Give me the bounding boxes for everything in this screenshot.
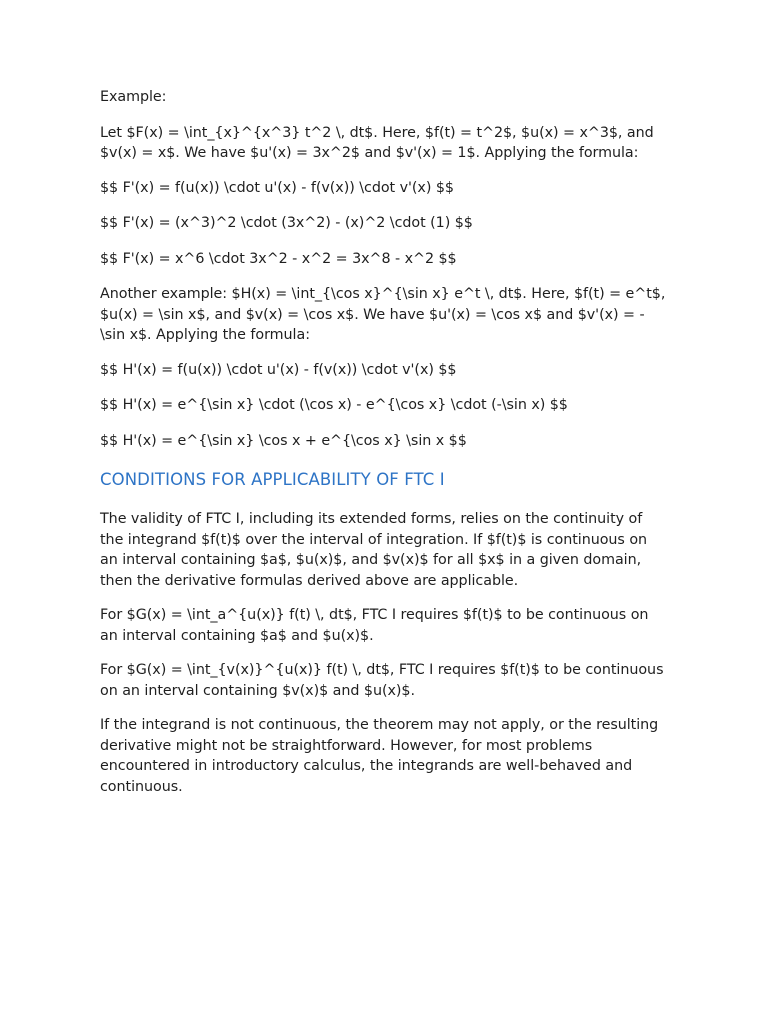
continuity-paragraph: The validity of FTC I, including its extended forms, relies on the continuity of the integrand $f(t)$ over the interval of integration. If $f(t)$ is continuous on an interval containing $a$, $u(x)$, and $v(x)$ for all $x$ in a given domain, then the derivative formulas derived above are applicable. bbox=[100, 511, 648, 589]
single-limit-condition-paragraph: For $G(x) = \int_a^{u(x)} f(t) \, dt$, FTC I requires $f(t)$ to be continuous on an interval containing $a$ and $u(x)$. bbox=[100, 607, 649, 644]
example-2-substitution-line: $$ H'(x) = e^{\sin x} \cdot (\cos x) - e^{\cos x} \cdot (-\sin x) $$ bbox=[100, 397, 568, 413]
example-1-formula-line: $$ F'(x) = f(u(x)) \cdot u'(x) - f(v(x)) \cdot v'(x) $$ bbox=[100, 179, 454, 196]
double-limit-condition-paragraph: For $G(x) = \int_{v(x)}^{u(x)} f(t) \, dt$, FTC I requires $f(t)$ to be continuous on an interval containing $v(x)$ and $u(x)$. bbox=[100, 662, 664, 699]
example-1-result-line: $$ F'(x) = x^6 \cdot 3x^2 - x^2 = 3x^8 - x^2 $$ bbox=[100, 250, 457, 267]
example-2-result-line: $$ H'(x) = e^{\sin x} \cos x + e^{\cos x} \sin x $$ bbox=[100, 432, 467, 449]
document-page bbox=[100, 87, 668, 811]
example-1-substitution-line: $$ F'(x) = (x^3)^2 \cdot (3x^2) - (x)^2 \cdot (1) $$ bbox=[100, 215, 473, 231]
example-2-formula-line: $$ H'(x) = f(u(x)) \cdot u'(x) - f(v(x)) \cdot v'(x) $$ bbox=[100, 361, 457, 378]
example-2-intro-paragraph: Another example: $H(x) = \int_{\cos x}^{\sin x} e^t \, dt$. Here, $f(t) = e^t$, $u(x) = \sin x$, and $v(x) = \cos x$. We have $u'(x) = \cos x$ and $v'(x) = -\sin x$. Applying the formula: bbox=[100, 286, 666, 343]
example-1-intro-paragraph: Let $F(x) = \int_{x}^{x^3} t^2 \, dt$. Here, $f(t) = t^2$, $u(x) = x^3$, and $v(x) = x$. We have $u'(x) = 3x^2$ and $v'(x) = 1$. Applying the formula: bbox=[100, 124, 654, 161]
section-heading: CONDITIONS FOR APPLICABILITY OF FTC I bbox=[100, 470, 445, 489]
example-label: Example: bbox=[100, 89, 167, 105]
non-continuous-note-paragraph: If the integrand is not continuous, the theorem may not apply, or the resulting derivative might not be straightforward. However, for most problems encountered in introductory calculus, the integrands are well-behaved and continuous. bbox=[100, 717, 659, 795]
